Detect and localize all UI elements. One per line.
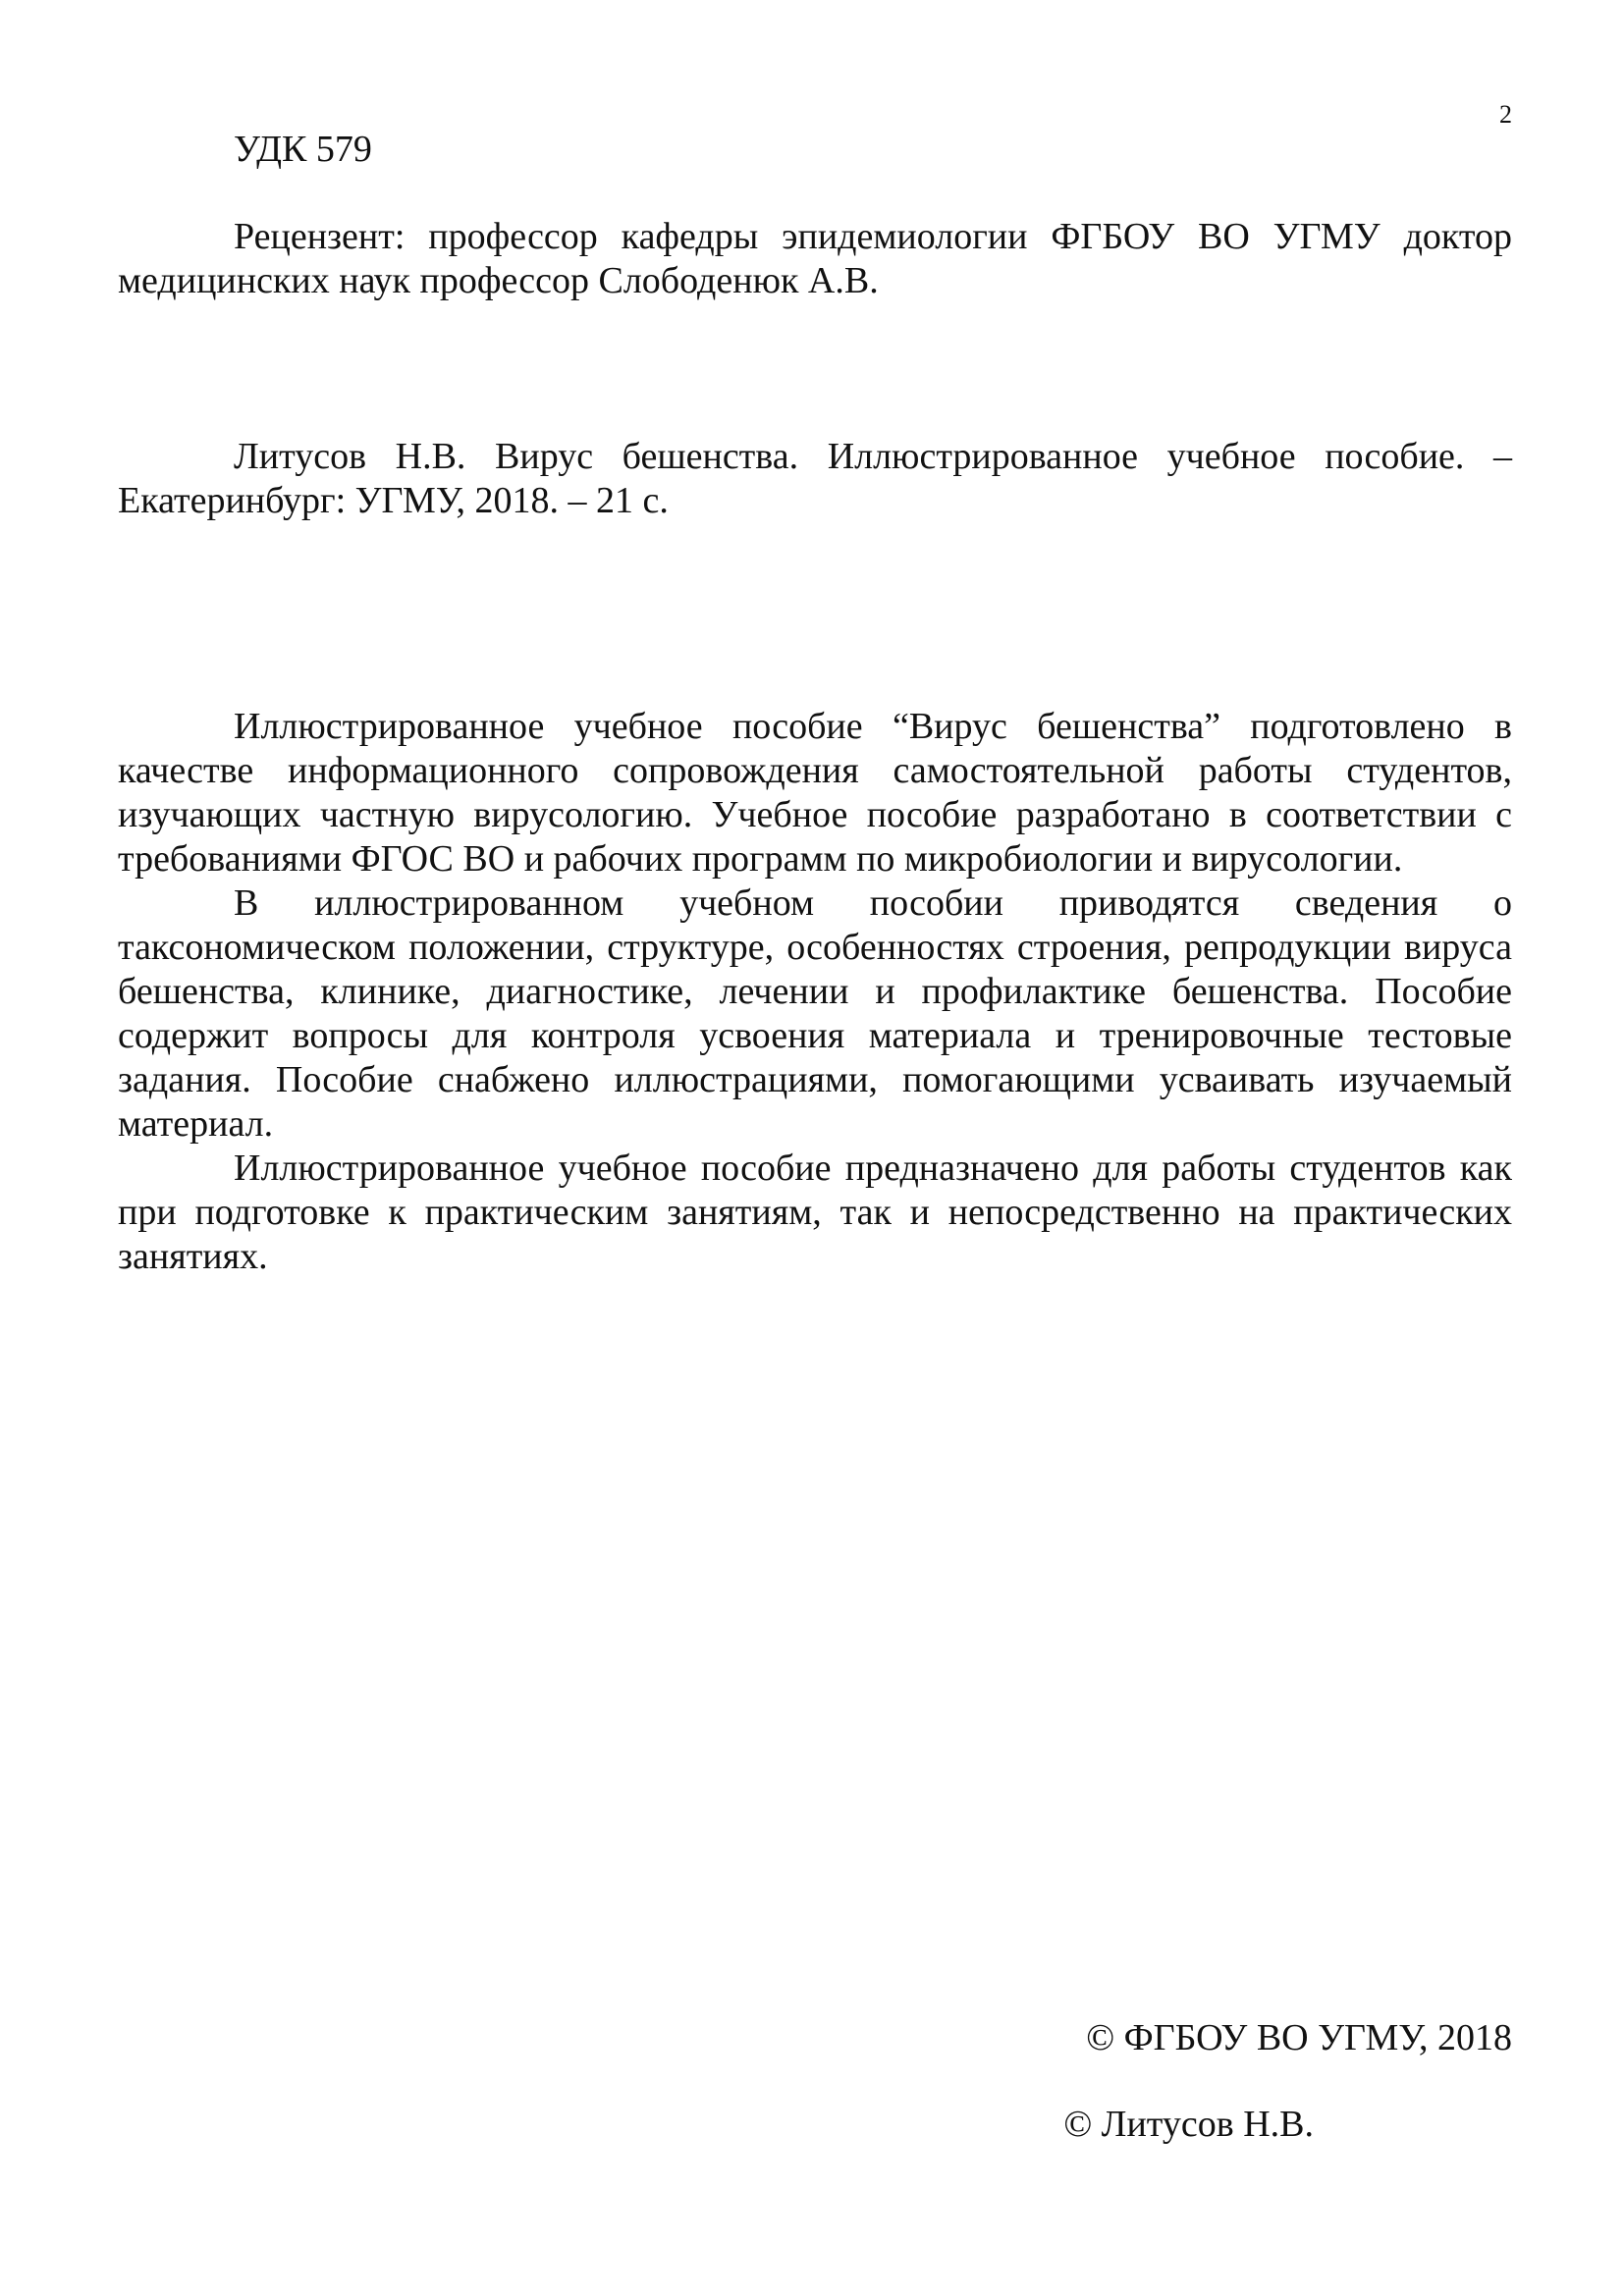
annotation-paragraph-2: В иллюстрированном учебном пособии приводятся сведения о таксономическом положении, структуре, особенностях строения, репродукции вируса бешенства, клинике, диагностике, лечении и профилактике бешенства. Пособие содержит вопросы для контроля усвоения материала и тренировочные тестовые задания. Пособие снабжено иллюстрациями, помогающими усваивать изучаемый материал.	[118, 882, 1512, 1145]
copyright-organization: © ФГБОУ ВО УГМУ, 2018	[1086, 2017, 1512, 2058]
bibliographic-citation: Литусов Н.В. Вирус бешенства. Иллюстрированное учебное пособие. – Екатеринбург: УГМУ, 2018. – 21 с.	[118, 436, 1512, 521]
page-number: 2	[1499, 100, 1512, 129]
annotation-paragraph-3: Иллюстрированное учебное пособие предназначено для работы студентов как при подготовке к практическим занятиям, так и непосредственно на практических занятиях.	[118, 1148, 1512, 1277]
reviewer-paragraph: Рецензент: профессор кафедры эпидемиологии ФГБОУ ВО УГМУ доктор медицинских наук профессор Слободенюк А.В.	[118, 216, 1512, 301]
copyright-author: © Литусов Н.В.	[1063, 2104, 1314, 2145]
annotation-section	[118, 705, 1512, 1279]
annotation-paragraph-1: Иллюстрированное учебное пособие “Вирус бешенства” подготовлено в качестве информационного сопровождения самостоятельной работы студентов, изучающих частную вирусологию. Учебное пособие разработано в соответствии с требованиями ФГОС ВО и рабочих программ по микробиологии и вирусологии.	[118, 706, 1512, 880]
udc-code: УДК 579	[234, 129, 372, 170]
